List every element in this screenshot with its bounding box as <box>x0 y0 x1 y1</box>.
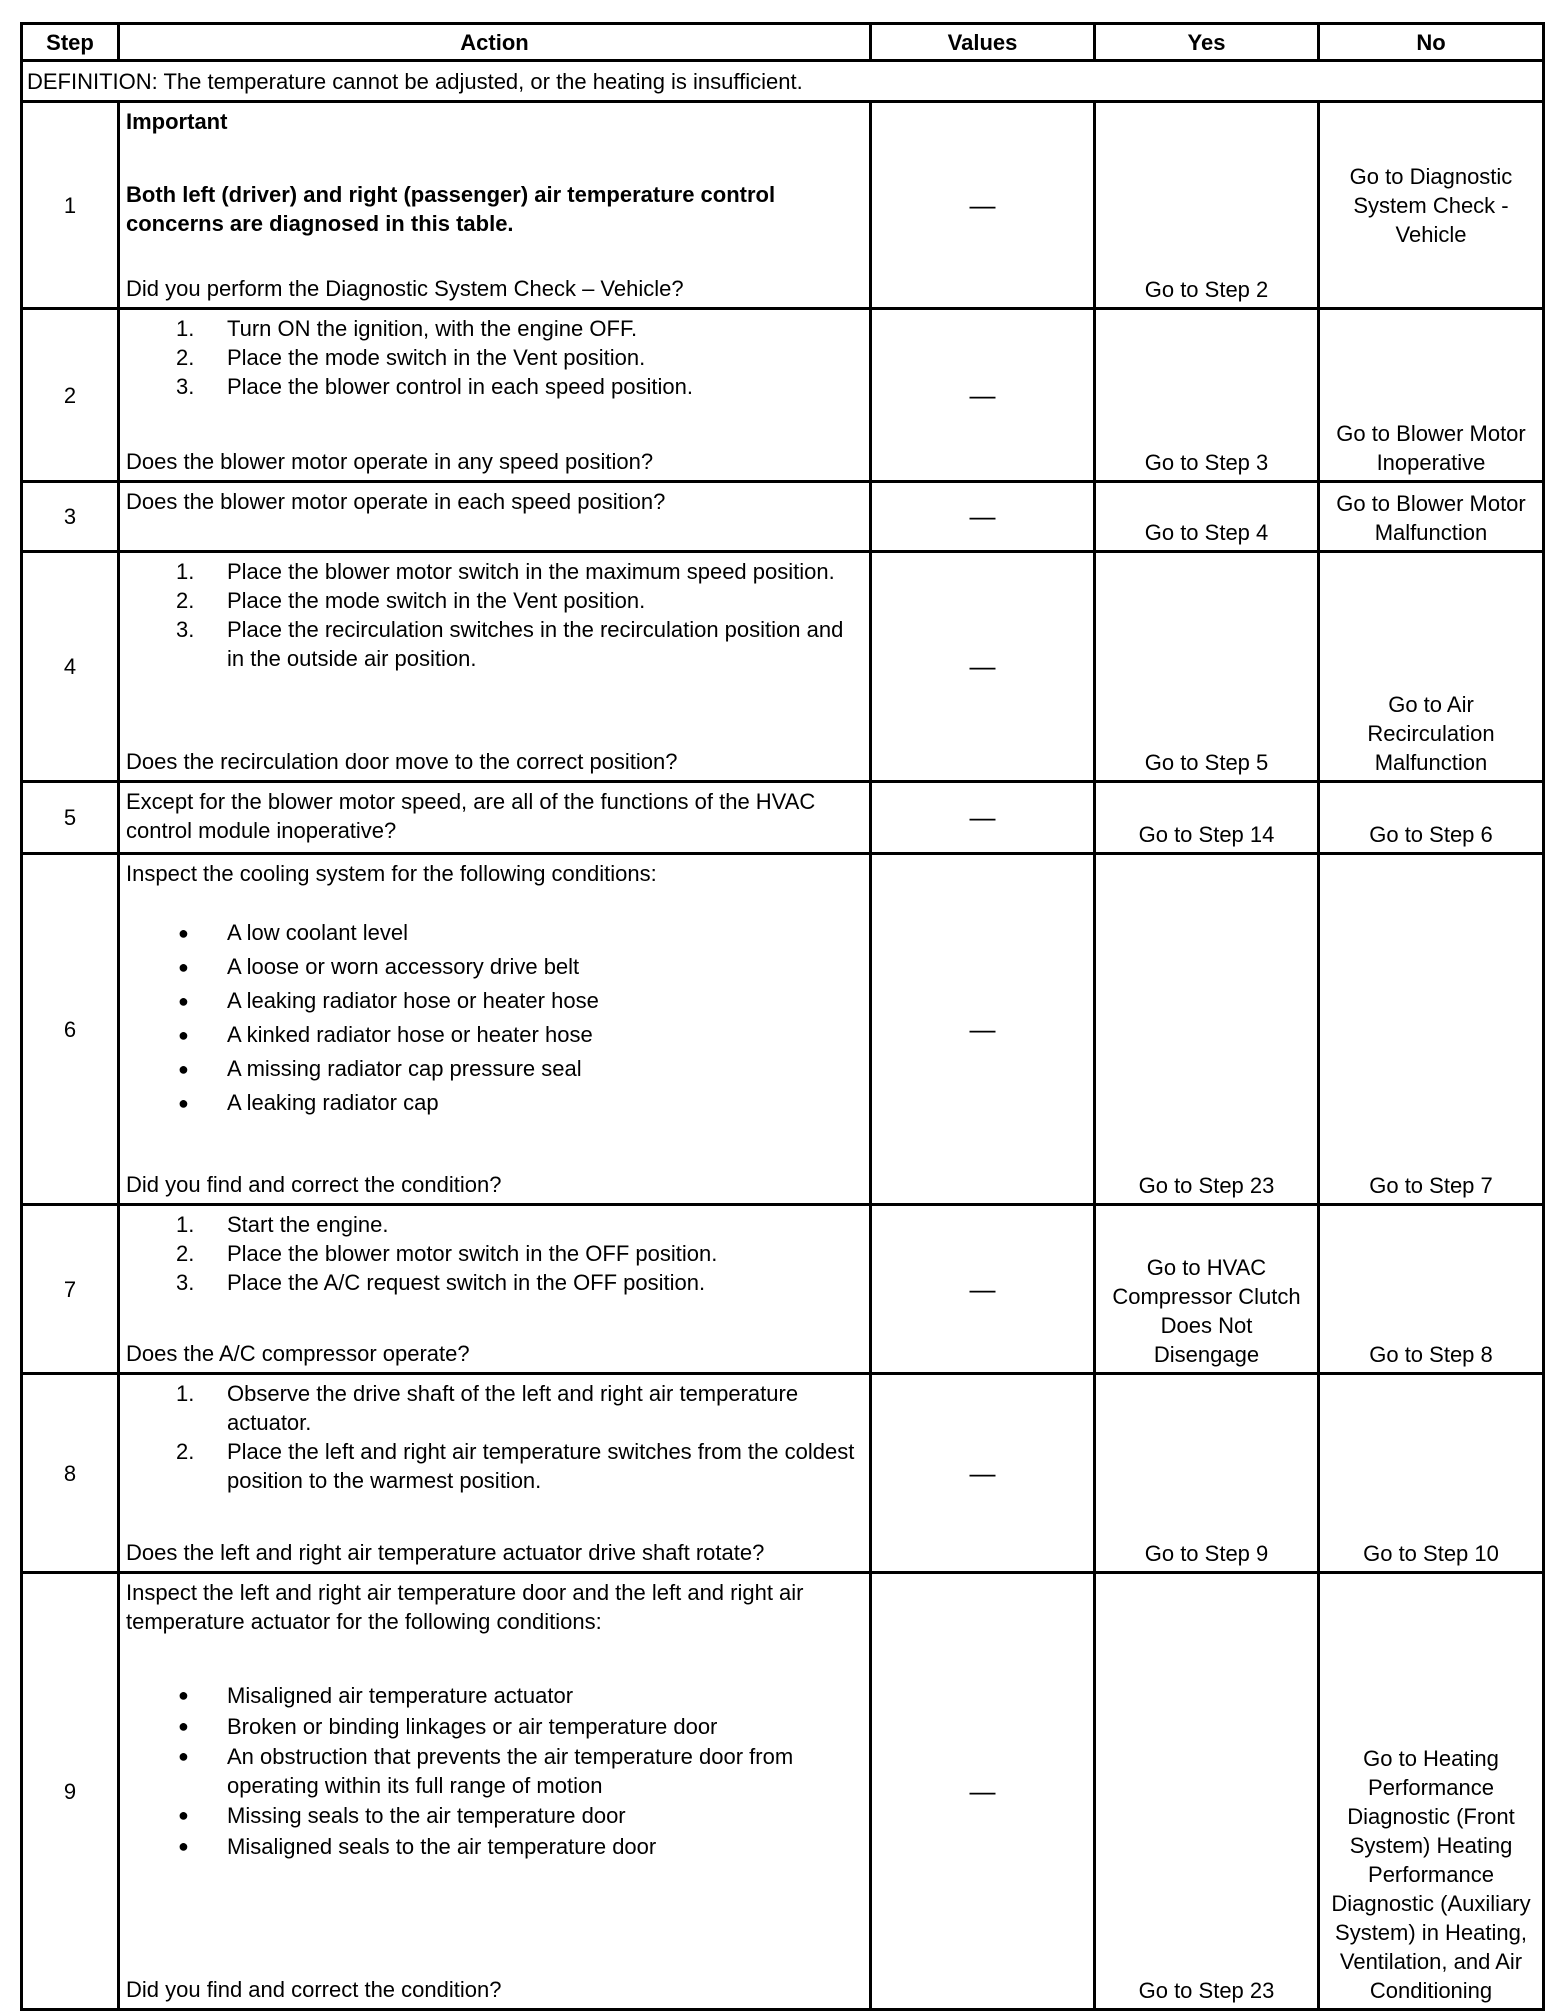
header-step: Step <box>22 24 119 61</box>
list-item: 2. Place the left and right air temperature switches from the coldest position to the warmest position. <box>176 1439 855 1493</box>
list-item: ● Misaligned seals to the air temperature door <box>178 1834 657 1859</box>
list-item: 1. Turn ON the ignition, with the engine OFF. <box>176 316 638 341</box>
numbered-steps <box>126 557 863 673</box>
question-text: Does the recirculation door move to the correct position? <box>126 749 678 774</box>
question-text: Did you find and correct the condition? <box>126 1977 502 2002</box>
question-text: Did you perform the Diagnostic System Check – Vehicle? <box>126 276 684 301</box>
step-number: 8 <box>22 1374 119 1573</box>
action-cell <box>119 309 871 482</box>
question-text: Does the blower motor operate in any speed position? <box>126 449 654 474</box>
no-result: Go to Step 7 <box>1319 854 1544 1205</box>
list-item: ● Misaligned air temperature actuator <box>178 1683 574 1708</box>
list-item: 2. Place the mode switch in the Vent position. <box>176 345 646 370</box>
step-number: 9 <box>22 1573 119 2010</box>
no-result: Go to Blower Motor Inoperative <box>1319 309 1544 482</box>
yes-result: Go to Step 23 <box>1095 1573 1319 2010</box>
yes-result: Go to Step 23 <box>1095 854 1319 1205</box>
diagnostic-table-page <box>20 22 1542 2011</box>
yes-result: Go to Step 9 <box>1095 1374 1319 1573</box>
header-yes: Yes <box>1095 24 1319 61</box>
action-cell <box>119 1374 871 1573</box>
value-dash: — <box>871 309 1095 482</box>
yes-result: Go to Step 5 <box>1095 552 1319 782</box>
question-text: Does the A/C compressor operate? <box>126 1341 470 1366</box>
header-row <box>22 24 1544 61</box>
list-item: 1. Start the engine. <box>176 1212 389 1237</box>
list-item: ● Broken or binding linkages or air temperature door <box>178 1714 718 1739</box>
no-result: Go to Blower Motor Malfunction <box>1319 482 1544 552</box>
question-text: Except for the blower motor speed, are all of the functions of the HVAC control module inoperative? <box>119 782 871 854</box>
list-item: 2. Place the blower motor switch in the OFF position. <box>176 1241 718 1266</box>
definition-text: DEFINITION: The temperature cannot be adjusted, or the heating is insufficient. <box>22 61 1544 102</box>
no-result: Go to Air Recirculation Malfunction <box>1319 552 1544 782</box>
no-result: Go to Diagnostic System Check - Vehicle <box>1319 102 1544 309</box>
list-item: 2. Place the mode switch in the Vent position. <box>176 588 646 613</box>
table-row <box>22 102 1544 309</box>
step-number: 3 <box>22 482 119 552</box>
value-dash: — <box>871 102 1095 309</box>
no-result: Go to Step 6 <box>1319 782 1544 854</box>
yes-result: Go to Step 3 <box>1095 309 1319 482</box>
question-text: Does the left and right air temperature actuator drive shaft rotate? <box>126 1540 765 1565</box>
list-item: ● A leaking radiator hose or heater hose <box>178 988 599 1013</box>
list-item: ● A missing radiator cap pressure seal <box>178 1056 582 1081</box>
list-item: ● Missing seals to the air temperature door <box>178 1803 626 1828</box>
value-dash: — <box>871 1374 1095 1573</box>
condition-list <box>126 916 863 1120</box>
step-number: 1 <box>22 102 119 309</box>
header-no: No <box>1319 24 1544 61</box>
list-item: 3. Place the A/C request switch in the OFF position. <box>176 1270 706 1295</box>
numbered-steps <box>126 1379 863 1495</box>
diagnostic-table <box>20 22 1545 2011</box>
no-result: Go to Step 10 <box>1319 1374 1544 1573</box>
list-item: 1. Place the blower motor switch in the maximum speed position. <box>176 559 835 584</box>
table-row <box>22 782 1544 854</box>
action-cell <box>119 102 871 309</box>
list-item: 1. Observe the drive shaft of the left and right air temperature actuator. <box>176 1381 799 1435</box>
list-item: ● An obstruction that prevents the air temperature door from operating within its full range of motion <box>178 1744 794 1798</box>
list-item: 3. Place the recirculation switches in the recirculation position and in the outside air position. <box>176 617 844 671</box>
table-row <box>22 1573 1544 2010</box>
header-values: Values <box>871 24 1095 61</box>
list-item: ● A kinked radiator hose or heater hose <box>178 1022 593 1047</box>
definition-row <box>22 61 1544 102</box>
important-text: Both left (driver) and right (passenger) air temperature control concerns are diagnosed in this table. <box>126 182 776 236</box>
action-cell <box>119 854 871 1205</box>
list-item: ● A loose or worn accessory drive belt <box>178 954 580 979</box>
value-dash: — <box>871 1205 1095 1374</box>
table-row <box>22 854 1544 1205</box>
list-item: ● A leaking radiator cap <box>178 1090 439 1115</box>
yes-result: Go to Step 4 <box>1095 482 1319 552</box>
yes-result: Go to HVAC Compressor Clutch Does Not Disengage <box>1095 1205 1319 1374</box>
step-number: 5 <box>22 782 119 854</box>
list-item: 3. Place the blower control in each speed position. <box>176 374 693 399</box>
action-cell <box>119 1573 871 2010</box>
step-number: 4 <box>22 552 119 782</box>
yes-result: Go to Step 14 <box>1095 782 1319 854</box>
table-row <box>22 1205 1544 1374</box>
value-dash: — <box>871 482 1095 552</box>
header-action: Action <box>119 24 871 61</box>
no-result: Go to Step 8 <box>1319 1205 1544 1374</box>
table-row <box>22 482 1544 552</box>
important-label: Important <box>126 109 228 134</box>
value-dash: — <box>871 1573 1095 2010</box>
value-dash: — <box>871 552 1095 782</box>
table-row <box>22 309 1544 482</box>
numbered-steps <box>126 1210 863 1297</box>
question-text: Does the blower motor operate in each speed position? <box>119 482 871 552</box>
intro-text: Inspect the cooling system for the following conditions: <box>126 861 657 886</box>
value-dash: — <box>871 854 1095 1205</box>
condition-list <box>126 1680 863 1862</box>
numbered-steps <box>126 314 863 401</box>
step-number: 2 <box>22 309 119 482</box>
no-result: Go to Heating Performance Diagnostic (Front System) Heating Performance Diagnostic (Auxiliary System) in Heating, Ventilation, and Air Conditioning <box>1319 1573 1544 2010</box>
action-cell <box>119 1205 871 1374</box>
table-row <box>22 1374 1544 1573</box>
step-number: 6 <box>22 854 119 1205</box>
value-dash: — <box>871 782 1095 854</box>
step-number: 7 <box>22 1205 119 1374</box>
table-row <box>22 552 1544 782</box>
list-item: ● A low coolant level <box>178 920 408 945</box>
action-cell <box>119 552 871 782</box>
intro-text: Inspect the left and right air temperature door and the left and right air temperature actuator for the following conditions: <box>126 1580 804 1634</box>
yes-result: Go to Step 2 <box>1095 102 1319 309</box>
question-text: Did you find and correct the condition? <box>126 1172 502 1197</box>
